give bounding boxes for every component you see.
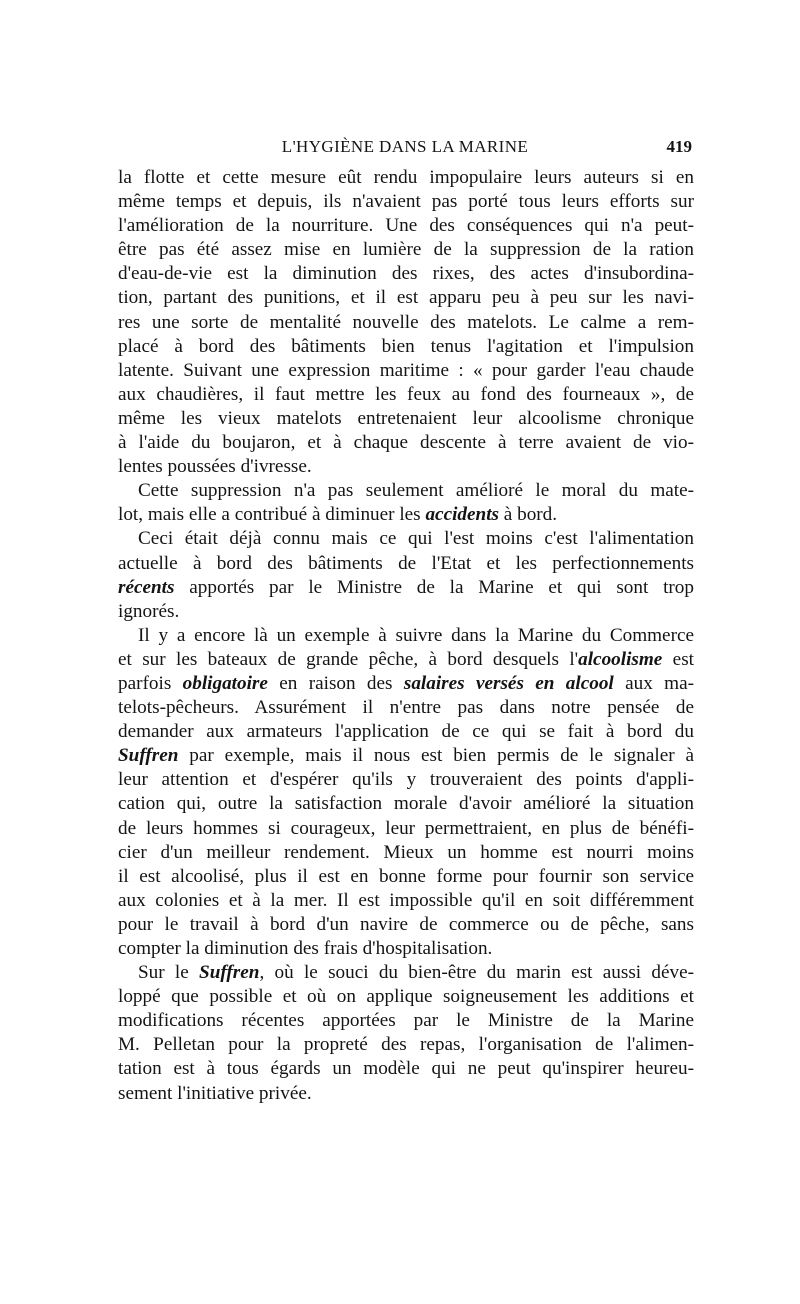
line-text: cation qui, outre la satisfaction morale d'avoir amélioré la situation [118,793,694,815]
emphasis-text: obligatoire [182,672,268,694]
line-text: leur attention et d'espérer qu'ils y trouveraient des points d'appli- [118,769,694,791]
line-text: modifications récentes apportées par le Ministre de la Marine [118,1010,694,1032]
text-line [118,576,694,600]
running-head [118,134,692,160]
line-text: par exemple, mais il nous est bien permis de le signaler à [178,745,694,767]
text-line [118,552,694,576]
line-text: M. Pelletan pour la propreté des repas, l'organisation de l'alimen- [118,1034,694,1056]
body-text [118,166,694,1106]
emphasis-text: accidents [425,504,499,526]
text-line [118,407,694,431]
line-text: latente. Suivant une expression maritime : « pour garder l'eau chaude [118,359,694,381]
line-text: aux ma- [613,672,694,694]
text-line [118,720,694,744]
text-line [118,841,694,865]
text-line [118,1033,694,1057]
running-title: L'HYGIÈNE DANS LA MARINE [281,137,529,156]
emphasis-text: récents [118,576,175,598]
line-text: lentes poussées d'ivresse. [118,456,312,478]
line-text: être pas été assez mise en lumière de la suppression de la ration [118,239,694,261]
text-line [118,262,694,286]
line-text: même temps et depuis, ils n'avaient pas porté tous leurs efforts sur [118,191,694,213]
line-text: d'eau-de-vie est la diminution des rixes, des actes d'insubordina- [118,263,694,285]
line-text: , où le souci du bien-être du marin est aussi déve- [259,962,694,984]
line-text: en raison des [267,672,404,694]
line-text: apportés par le Ministre de la Marine et qui sont trop [174,576,694,598]
line-text: de leurs hommes si courageux, leur permettraient, en plus de bénéfi- [118,817,694,839]
text-line [118,359,694,383]
line-text: pour le travail à bord d'un navire de commerce ou de pêche, sans [118,913,694,935]
text-line [118,238,694,262]
line-text: compter la diminution des frais d'hospitalisation. [118,938,493,959]
line-text: Cette suppression n'a pas seulement amélioré le moral du mate- [138,480,694,502]
line-text: tion, partant des punitions, et il est apparu peu à peu sur les navi- [118,287,694,309]
line-text: ignorés. [118,600,180,622]
text-line [118,913,694,937]
line-text: lot, mais elle a contribué à diminuer les [118,504,426,526]
line-text: telots-pêcheurs. Assurément il n'entre pas dans notre pensée de [118,697,694,719]
line-text: l'amélioration de la nourriture. Une des conséquences qui n'a peut- [118,215,694,237]
text-line [118,166,694,190]
line-text: la flotte et cette mesure eût rendu impopulaire leurs auteurs si en [118,167,694,188]
page-number: 419 [666,137,692,156]
text-line [118,1057,694,1081]
text-line [118,1082,694,1106]
line-text: et sur les bateaux de grande pêche, à bord desquels l' [118,648,579,670]
text-line [118,817,694,841]
line-text: tation est à tous égards un modèle qui ne peut qu'inspirer heureu- [118,1058,694,1080]
line-text: cier d'un meilleur rendement. Mieux un homme est nourri moins [118,841,694,863]
text-line [118,985,694,1009]
line-text: même les vieux matelots entretenaient leur alcoolisme chronique [118,407,694,429]
line-text: actuelle à bord des bâtiments de l'Etat et les perfectionnements [118,552,694,574]
text-line [118,479,694,503]
text-line [118,335,694,359]
emphasis-text: salaires versés en alcool [403,672,614,694]
line-text: il est alcoolisé, plus il est en bonne forme pour fournir son service [118,865,694,887]
line-text: loppé que possible et où on applique soigneusement les additions et [118,986,694,1008]
line-text: res une sorte de mentalité nouvelle des matelots. Le calme a rem- [118,311,694,333]
text-line [118,527,694,551]
text-line [118,383,694,407]
text-line [118,600,694,624]
text-line [118,648,694,672]
text-line [118,792,694,816]
text-line [118,744,694,768]
line-text: Il y a encore là un exemple à suivre dans la Marine du Commerce [138,624,694,646]
text-line [118,889,694,913]
text-line [118,937,694,961]
line-text: placé à bord des bâtiments bien tenus l'agitation et l'impulsion [118,335,694,357]
line-text: demander aux armateurs l'application de ce qui se fait à bord du [118,721,694,743]
emphasis-text: alcoolisme [578,648,663,670]
line-text: à bord. [499,504,558,526]
line-text: Ceci était déjà connu mais ce qui l'est moins c'est l'alimentation [138,528,694,550]
text-line [118,190,694,214]
text-line [118,1009,694,1033]
text-line [118,503,694,527]
emphasis-text: Suffren [199,962,260,984]
line-text: sement l'initiative privée. [118,1082,312,1104]
line-text: aux chaudières, il faut mettre les feux au fond des fourneaux », de [118,383,694,405]
text-line [118,865,694,889]
text-line [118,672,694,696]
line-text: est [662,648,694,670]
text-line [118,455,694,479]
text-line [118,431,694,455]
line-text: aux colonies et à la mer. Il est impossible qu'il en soit différemment [118,889,694,911]
text-line [118,214,694,238]
text-line [118,311,694,335]
line-text: à l'aide du boujaron, et à chaque descente à terre avaient de vio- [118,432,694,454]
text-line [118,696,694,720]
line-text: parfois [118,672,183,694]
text-line [118,624,694,648]
text-line [118,961,694,985]
text-line [118,286,694,310]
line-text: Sur le [138,962,200,984]
emphasis-text: Suffren [118,745,179,767]
text-line [118,768,694,792]
